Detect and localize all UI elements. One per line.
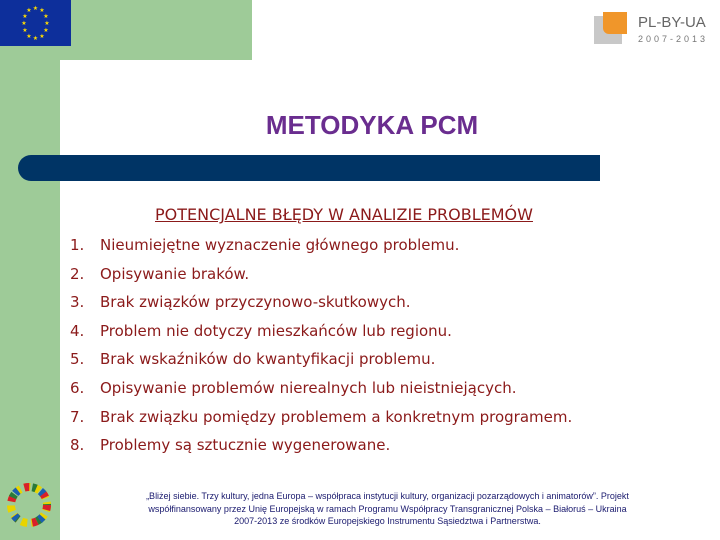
footer-line: współfinansowany przez Unię Europejską w ramach Programu Współpracy Transgranicznej Polska – Białoruś – Ukraina xyxy=(148,503,627,514)
pl-by-ua-logo xyxy=(594,12,714,48)
svg-text:★: ★ xyxy=(39,8,45,14)
item-text: Opisywanie problemów nierealnych lub nieistniejących. xyxy=(100,378,517,397)
svg-text:★: ★ xyxy=(32,6,39,12)
error-list xyxy=(70,236,572,465)
svg-text:★: ★ xyxy=(26,8,32,14)
list-item xyxy=(70,236,572,265)
item-text: Brak wskaźników do kwantyfikacji problemu. xyxy=(100,350,436,369)
slide-title: METODYKA PCM xyxy=(265,110,479,140)
list-item xyxy=(70,265,572,294)
svg-text:★: ★ xyxy=(21,21,27,27)
footer-line: „Bliżej siebie. Trzy kultury, jedna Europa – współpraca instytucji kultury, organizacji pozarządowych i animatorów”. Projekt xyxy=(146,491,629,501)
project-ring-logo xyxy=(4,480,54,530)
list-item xyxy=(70,408,572,437)
item-number: 2. xyxy=(70,264,85,283)
item-text: Opisywanie braków. xyxy=(100,264,250,283)
list-item xyxy=(70,293,572,322)
item-number: 5. xyxy=(70,350,85,369)
logo-name: PL-BY-UA xyxy=(638,14,706,31)
item-text: Problemy są sztucznie wygenerowane. xyxy=(100,436,391,455)
item-text: Brak związków przyczynowo-skutkowych. xyxy=(100,293,411,312)
title-bar xyxy=(18,155,600,181)
footer-note xyxy=(90,490,685,528)
item-text: Brak związku pomiędzy problemem a konkretnym programem. xyxy=(100,407,573,426)
eu-flag-logo xyxy=(0,0,71,46)
svg-text:★: ★ xyxy=(32,36,39,42)
list-item xyxy=(70,322,572,351)
footer-line: 2007-2013 ze środków Europejskiego Instrumentu Sąsiedztwa i Partnerstwa. xyxy=(234,516,541,526)
list-item xyxy=(70,436,572,465)
decor-green-left xyxy=(0,0,60,540)
svg-text:★: ★ xyxy=(39,34,45,40)
svg-text:★: ★ xyxy=(43,14,49,20)
svg-text:★: ★ xyxy=(43,28,49,34)
item-text: Problem nie dotyczy mieszkańców lub regionu. xyxy=(100,321,452,340)
item-number: 1. xyxy=(70,236,85,254)
svg-text:★: ★ xyxy=(26,34,32,40)
item-number: 7. xyxy=(70,407,85,426)
item-text: Nieumiejętne wyznaczenie głównego problemu. xyxy=(100,236,460,254)
item-number: 3. xyxy=(70,293,85,312)
svg-text:★: ★ xyxy=(44,21,50,27)
svg-text:★: ★ xyxy=(22,28,28,34)
list-item xyxy=(70,379,572,408)
item-number: 4. xyxy=(70,321,85,340)
item-number: 6. xyxy=(70,378,85,397)
svg-text:★: ★ xyxy=(22,14,28,20)
item-number: 8. xyxy=(70,436,85,455)
logo-years: 2007-2013 xyxy=(638,34,709,44)
list-heading: POTENCJALNE BŁĘDY W ANALIZIE PROBLEMÓW xyxy=(155,205,533,224)
list-item xyxy=(70,350,572,379)
